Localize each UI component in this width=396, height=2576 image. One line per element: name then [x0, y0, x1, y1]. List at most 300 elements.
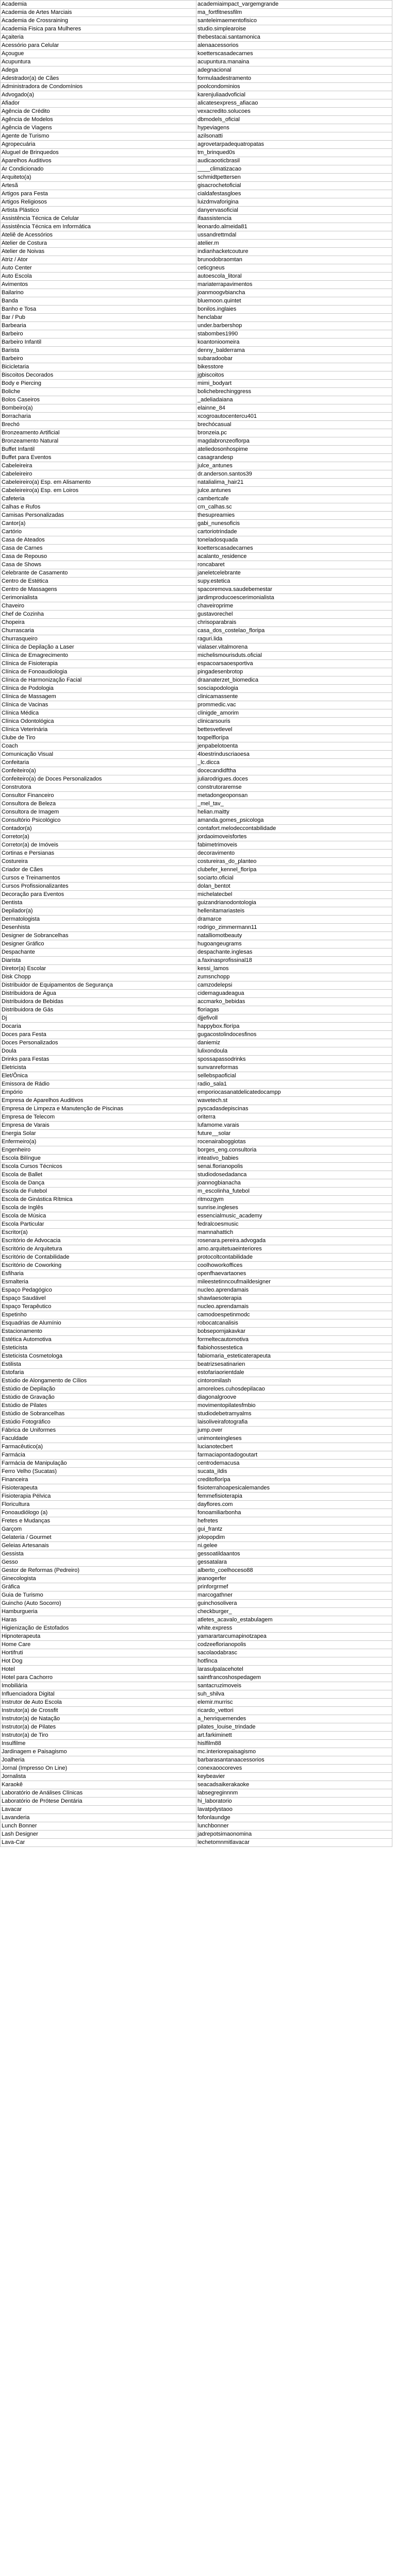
category-cell: Cantor(a) — [1, 520, 196, 528]
table-row — [1, 726, 392, 734]
category-cell: Jornal (Impresso On Line) — [1, 1765, 196, 1773]
category-cell: Esfiharia — [1, 1270, 196, 1278]
category-cell: Adestrador(a) de Cães — [1, 75, 196, 83]
category-cell: Gráfica — [1, 1583, 196, 1591]
table-row — [1, 1831, 392, 1839]
category-cell: Buffet para Eventos — [1, 454, 196, 462]
category-cell: Escola de Música — [1, 1212, 196, 1221]
handle-cell: nucleo.aprendamais — [196, 1303, 392, 1311]
table-row — [1, 1385, 392, 1394]
table-row — [1, 1600, 392, 1608]
category-cell: Eletricista — [1, 1064, 196, 1072]
handle-cell: santacruzimoveis — [196, 1682, 392, 1690]
category-cell: Atelier de Noivas — [1, 248, 196, 256]
handle-cell: movimentopilatesfmbio — [196, 1402, 392, 1410]
table-row — [1, 314, 392, 322]
category-cell: Instrutor(a) de Natação — [1, 1715, 196, 1723]
table-row — [1, 75, 392, 83]
category-cell: Auto Escola — [1, 273, 196, 281]
category-cell: Hipnoterapeuta — [1, 1633, 196, 1641]
handle-cell: julce_antunes — [196, 462, 392, 470]
handle-cell: lavatpdystaoo — [196, 1806, 392, 1814]
table-row — [1, 1798, 392, 1806]
category-cell: Artigos Religiosos — [1, 198, 196, 207]
handle-cell: adegnacional — [196, 66, 392, 75]
handle-cell: mimi_bodyart — [196, 380, 392, 388]
table-row — [1, 165, 392, 174]
table-row — [1, 248, 392, 256]
category-cell: Espaço Pedagógico — [1, 1286, 196, 1295]
handle-cell: keybeavier — [196, 1773, 392, 1781]
table-row — [1, 528, 392, 536]
handle-cell: yamarartarcumapinotzapea — [196, 1633, 392, 1641]
handle-cell: helian.maitty — [196, 808, 392, 817]
handle-cell: pingadesenbrotop — [196, 668, 392, 676]
category-cell: Escola de Inglês — [1, 1204, 196, 1212]
table-row — [1, 1550, 392, 1558]
category-cell: Instrutor(a) de Crossfit — [1, 1707, 196, 1715]
handle-cell: lucianotecbert — [196, 1443, 392, 1451]
table-row — [1, 932, 392, 940]
table-row — [1, 25, 392, 33]
handle-cell: dr.anderson.santos39 — [196, 470, 392, 479]
category-cell: Academia — [1, 1, 196, 9]
handle-cell: emporiocasanatdelicatedocampp — [196, 1089, 392, 1097]
handle-cell: contafort.melodeccontabilidade — [196, 825, 392, 833]
category-cell: Camisas Personalizadas — [1, 512, 196, 520]
category-cell: Instrutor(a) de Pilates — [1, 1723, 196, 1732]
category-cell: Enfermeiro(a) — [1, 1138, 196, 1146]
category-cell: Insulfilme — [1, 1740, 196, 1748]
table-row — [1, 1352, 392, 1361]
table-row — [1, 1, 392, 9]
category-cell: Ferro Velho (Sucatas) — [1, 1468, 196, 1476]
handle-cell: formulaadestramento — [196, 75, 392, 83]
handle-cell: schmidtpettersen — [196, 174, 392, 182]
handle-cell: mariaterrapavimentos — [196, 281, 392, 289]
category-cell: Biscoitos Decorados — [1, 371, 196, 380]
handle-cell: dolan_bentot — [196, 883, 392, 891]
table-row — [1, 1188, 392, 1196]
table-row — [1, 1690, 392, 1699]
category-cell: Clínica de Vacinas — [1, 701, 196, 709]
category-cell: Academia de Crossraining — [1, 17, 196, 25]
table-row — [1, 1806, 392, 1814]
handle-cell: chrisoparabrais — [196, 619, 392, 627]
table-row — [1, 660, 392, 668]
handle-cell: rodrigo_zimmermann11 — [196, 924, 392, 932]
table-row — [1, 174, 392, 182]
table-row — [1, 998, 392, 1006]
table-row — [1, 850, 392, 858]
handle-cell: gessatalara — [196, 1558, 392, 1567]
table-row — [1, 948, 392, 957]
handle-cell: elainne_84 — [196, 404, 392, 413]
handle-cell: cm_calhas.sc — [196, 503, 392, 512]
category-cell: Despachante — [1, 948, 196, 957]
category-cell: Atelier de Costura — [1, 240, 196, 248]
handle-cell: acupuntura.manaina — [196, 58, 392, 66]
category-cell: Diretor(a) Escolar — [1, 965, 196, 973]
table-row — [1, 1740, 392, 1748]
handle-cell: checkburger_ — [196, 1608, 392, 1616]
category-cell: Designer de Sobrancelhas — [1, 932, 196, 940]
table-row — [1, 734, 392, 742]
category-cell: Artista Plástico — [1, 207, 196, 215]
table-row — [1, 1402, 392, 1410]
category-cell: Assistência Técnica de Celular — [1, 215, 196, 223]
handle-cell: studiodebetramyalms — [196, 1410, 392, 1418]
handle-cell: sunrise.ingleses — [196, 1204, 392, 1212]
table-row — [1, 1435, 392, 1443]
table-row — [1, 1064, 392, 1072]
table-row — [1, 240, 392, 248]
category-cell: Cafeteria — [1, 495, 196, 503]
table-row — [1, 388, 392, 396]
handle-cell: thesupreamies — [196, 512, 392, 520]
table-row — [1, 470, 392, 479]
handle-cell: m_escolinha_futebol — [196, 1188, 392, 1196]
handle-cell: prommedic.vac — [196, 701, 392, 709]
category-cell: Imobiliária — [1, 1682, 196, 1690]
handle-cell: decoravimento — [196, 850, 392, 858]
category-cell: Artesã — [1, 182, 196, 190]
handle-cell: guizandrianodontologia — [196, 899, 392, 907]
table-row — [1, 1756, 392, 1765]
table-row — [1, 1781, 392, 1789]
table-row — [1, 1328, 392, 1336]
category-cell: Arquiteto(a) — [1, 174, 196, 182]
table-row — [1, 899, 392, 907]
table-row — [1, 421, 392, 429]
handle-cell: mileestetinncoufmaildesigner — [196, 1278, 392, 1286]
handle-cell: hotfinca — [196, 1657, 392, 1666]
handle-cell: metadongeoponsan — [196, 792, 392, 800]
category-cell: Estilista — [1, 1361, 196, 1369]
category-cell: Escola Cursos Técnicos — [1, 1163, 196, 1171]
category-cell: Clínica de Fonoaudiologia — [1, 668, 196, 676]
category-cell: Lash Designer — [1, 1831, 196, 1839]
handle-cell: senai.florianopolis — [196, 1163, 392, 1171]
handle-cell: hypeviagens — [196, 124, 392, 132]
handle-cell: brechócasual — [196, 421, 392, 429]
category-cell: Escola de Futebol — [1, 1188, 196, 1196]
table-row — [1, 916, 392, 924]
table-row — [1, 503, 392, 512]
table-row — [1, 668, 392, 676]
table-row — [1, 825, 392, 833]
category-cell: Empresa de Limpeza e Manutenção de Piscinas — [1, 1105, 196, 1113]
category-cell: Brechó — [1, 421, 196, 429]
table-row — [1, 33, 392, 42]
category-cell: Assistência Técnica em Informática — [1, 223, 196, 231]
category-cell: Adega — [1, 66, 196, 75]
category-cell: Farmácia — [1, 1451, 196, 1460]
category-cell: Clínica de Depilação a Laser — [1, 643, 196, 652]
category-cell: Cursos Profissionalizantes — [1, 883, 196, 891]
handle-cell: lunchbonner — [196, 1822, 392, 1831]
table-row — [1, 1080, 392, 1089]
category-cell: Laboratório de Prótese Dentária — [1, 1798, 196, 1806]
category-cell: Confeitaria — [1, 759, 196, 767]
category-cell: Barbearia — [1, 322, 196, 330]
category-cell: Borracharia — [1, 413, 196, 421]
handle-cell: bronzeia.pc — [196, 429, 392, 437]
handle-cell: ceticgneus — [196, 264, 392, 273]
table-row — [1, 759, 392, 767]
table-row — [1, 413, 392, 421]
category-cell: Costureira — [1, 858, 196, 866]
handle-cell: cintoromilash — [196, 1377, 392, 1385]
handle-cell: danyervasoficial — [196, 207, 392, 215]
handle-cell: farmaciapontadogoutart — [196, 1451, 392, 1460]
table-row — [1, 1155, 392, 1163]
category-cell: Auto Center — [1, 264, 196, 273]
handle-cell: daniemiz — [196, 1039, 392, 1047]
handle-cell: formeltecautomotiva — [196, 1336, 392, 1344]
handle-cell: draanaterzet_biomedica — [196, 676, 392, 685]
category-cell: Bar / Pub — [1, 314, 196, 322]
table-row — [1, 1122, 392, 1130]
handle-cell: rosenara.pereira.advogada — [196, 1237, 392, 1245]
handle-cell: juliarodrigues.doces — [196, 775, 392, 784]
handle-cell: alenaacessorios — [196, 42, 392, 50]
handle-cell: zumsnchopp — [196, 973, 392, 981]
handle-cell: flabiohossestetica — [196, 1344, 392, 1352]
category-cell: Aparelhos Auditivos — [1, 157, 196, 165]
table-row — [1, 767, 392, 775]
category-cell: Acessório para Celular — [1, 42, 196, 50]
table-row — [1, 1699, 392, 1707]
table-row — [1, 676, 392, 685]
handle-cell: amo.arquitetuaeinteriores — [196, 1245, 392, 1253]
handle-cell: sellebspaoficial — [196, 1072, 392, 1080]
category-cell: Fonoaudiólogo (a) — [1, 1509, 196, 1517]
table-row — [1, 693, 392, 701]
table-row — [1, 1715, 392, 1723]
category-cell: Estúdio de Gravação — [1, 1394, 196, 1402]
category-cell: Lavacar — [1, 1806, 196, 1814]
category-cell: Escola de Ballet — [1, 1171, 196, 1179]
table-row — [1, 1303, 392, 1311]
handle-cell: prinforgrmef — [196, 1583, 392, 1591]
category-cell: Escola Bilíngue — [1, 1155, 196, 1163]
category-cell: Corretor(a) de Imóveis — [1, 841, 196, 850]
table-row — [1, 1509, 392, 1517]
handle-cell: fisioterrahoapesicalemandes — [196, 1484, 392, 1493]
handle-cell: acalanto_residence — [196, 553, 392, 561]
handle-cell: toqpelflorípa — [196, 734, 392, 742]
category-cell: Construtora — [1, 784, 196, 792]
table-row — [1, 907, 392, 916]
handle-cell: thebestacai.santamonica — [196, 33, 392, 42]
handle-cell: djjefivoll — [196, 1014, 392, 1023]
category-cell: Haras — [1, 1616, 196, 1624]
table-row — [1, 132, 392, 141]
handle-cell: sunvanreformas — [196, 1064, 392, 1072]
category-cell: Distribuidora de Gás — [1, 1006, 196, 1014]
category-cell: Gestor de Reformas (Pedreiro) — [1, 1567, 196, 1575]
table-row — [1, 883, 392, 891]
category-cell: Empresa de Telecom — [1, 1113, 196, 1122]
table-row — [1, 99, 392, 108]
table-row — [1, 404, 392, 413]
table-row — [1, 1138, 392, 1146]
handle-cell: costureiras_do_planteo — [196, 858, 392, 866]
table-row — [1, 479, 392, 487]
handle-cell: sacolaodabrasc — [196, 1649, 392, 1657]
handle-cell: docecandidftha — [196, 767, 392, 775]
category-cell: Clínica Médica — [1, 709, 196, 718]
table-row — [1, 1278, 392, 1286]
table-row — [1, 627, 392, 635]
handle-cell: poolcondominios — [196, 83, 392, 91]
category-cell: Agência de Modelos — [1, 116, 196, 124]
category-cell: Financeira — [1, 1476, 196, 1484]
category-cell: Centro de Estética — [1, 578, 196, 586]
table-row — [1, 429, 392, 437]
category-cell: Consultora de Beleza — [1, 800, 196, 808]
handle-cell: koantonioomeira — [196, 338, 392, 347]
table-row — [1, 141, 392, 149]
table-row — [1, 396, 392, 404]
category-cell: Joalheria — [1, 1756, 196, 1765]
category-cell: Dermatologista — [1, 916, 196, 924]
table-row — [1, 495, 392, 503]
handle-cell: gessoatildaantos — [196, 1550, 392, 1558]
table-row — [1, 1410, 392, 1418]
table-row — [1, 17, 392, 25]
table-row — [1, 1130, 392, 1138]
handle-cell: coolhoworkoffices — [196, 1262, 392, 1270]
category-cell: Celebrante de Casamento — [1, 569, 196, 578]
table-row — [1, 58, 392, 66]
handle-cell: unimonteingleses — [196, 1435, 392, 1443]
handle-cell: audicaooticbrasil — [196, 157, 392, 165]
handle-cell: dramarce — [196, 916, 392, 924]
category-cell: Farmacêutico(a) — [1, 1443, 196, 1451]
handle-cell: supy.estetica — [196, 578, 392, 586]
table-row — [1, 957, 392, 965]
table-row — [1, 1418, 392, 1427]
handle-cell: laisoliveirafotografia — [196, 1418, 392, 1427]
category-cell: Estúdio de Sobrancelhas — [1, 1410, 196, 1418]
table-row — [1, 1567, 392, 1575]
category-cell: Instrutor(a) de Tiro — [1, 1732, 196, 1740]
handle-cell: roncabaret — [196, 561, 392, 569]
table-row — [1, 437, 392, 446]
table-row — [1, 1171, 392, 1179]
category-cell: Confeiteiro(a) — [1, 767, 196, 775]
handle-cell: jardimproducoescerimonialista — [196, 594, 392, 602]
table-row — [1, 652, 392, 660]
handle-cell: borges_eng.consultoria — [196, 1146, 392, 1155]
handle-cell: ricardo_vettori — [196, 1707, 392, 1715]
category-cell: Lava-Car — [1, 1839, 196, 1847]
category-cell: Escritório de Coworking — [1, 1262, 196, 1270]
table-row — [1, 1723, 392, 1732]
table-row — [1, 1072, 392, 1080]
category-cell: Aluguel de Brinquedos — [1, 149, 196, 157]
handle-cell: seacadsaikerakaoke — [196, 1781, 392, 1789]
category-cell: Guincho (Auto Socorro) — [1, 1600, 196, 1608]
category-cell: Criador de Cães — [1, 866, 196, 874]
table-row — [1, 553, 392, 561]
category-cell: Fisioterapia Pélvica — [1, 1493, 196, 1501]
table-row — [1, 1286, 392, 1295]
table-row — [1, 223, 392, 231]
handle-cell: pyscadasdepiscinas — [196, 1105, 392, 1113]
handle-cell: koetterscasadecarnes — [196, 545, 392, 553]
category-cell: Confeiteiro(a) de Doces Personalizados — [1, 775, 196, 784]
category-cell: Empresa de Varais — [1, 1122, 196, 1130]
category-cell: Esmalteria — [1, 1278, 196, 1286]
table-row — [1, 231, 392, 240]
category-cell: Administradora de Condomínios — [1, 83, 196, 91]
category-cell: Bronzeamento Artificial — [1, 429, 196, 437]
category-cell: Consultor Financeiro — [1, 792, 196, 800]
category-cell: Cortinas e Persianas — [1, 850, 196, 858]
table-row — [1, 1245, 392, 1253]
category-cell: Academia Fisica para Mulheres — [1, 25, 196, 33]
handle-cell: openfhaevartaones — [196, 1270, 392, 1278]
handle-cell: a.faxinasprofissinal18 — [196, 957, 392, 965]
handle-cell: gisacrochetoficial — [196, 182, 392, 190]
category-cell: Casa de Repouso — [1, 553, 196, 561]
category-cell: Lavanderia — [1, 1814, 196, 1822]
category-cell: Hotel — [1, 1666, 196, 1674]
handle-cell: ateliedosonhospime — [196, 446, 392, 454]
table-row — [1, 1773, 392, 1781]
category-cell: Espaço Terapêutico — [1, 1303, 196, 1311]
handle-cell: inteativo_babies — [196, 1155, 392, 1163]
table-row — [1, 1583, 392, 1591]
handle-cell: mc.interiorepaisagismo — [196, 1748, 392, 1756]
category-cell: Bolos Caseiros — [1, 396, 196, 404]
handle-cell: lufamome.varais — [196, 1122, 392, 1130]
table-row — [1, 1608, 392, 1616]
category-cell: Estúdio Fotográfico — [1, 1418, 196, 1427]
handle-cell: hi_laboratorio — [196, 1798, 392, 1806]
handle-cell: fonoamiliarbonha — [196, 1509, 392, 1517]
table-row — [1, 833, 392, 841]
category-cell: Consultora de Imagem — [1, 808, 196, 817]
table-row — [1, 338, 392, 347]
table-row — [1, 602, 392, 611]
table-row — [1, 363, 392, 371]
table-row — [1, 322, 392, 330]
table-row — [1, 611, 392, 619]
category-cell: Estofaria — [1, 1369, 196, 1377]
table-row — [1, 1204, 392, 1212]
table-row — [1, 1633, 392, 1641]
category-cell: Estúdio de Alongamento de Cílios — [1, 1377, 196, 1385]
table-row — [1, 536, 392, 545]
handle-cell: julce.antunes — [196, 487, 392, 495]
table-row — [1, 1682, 392, 1690]
category-cell: Cabeleireiro(a) Esp. em Alisamento — [1, 479, 196, 487]
handle-cell: art.farkiminett — [196, 1732, 392, 1740]
table-row — [1, 281, 392, 289]
handle-cell: koetterscasadecarnes — [196, 50, 392, 58]
table-row — [1, 545, 392, 553]
table-body — [1, 1, 392, 1847]
category-cell: Banho e Tosa — [1, 306, 196, 314]
category-cell: Laboratório de Análises Clínicas — [1, 1789, 196, 1798]
handle-cell: academiaimpact_vargemgrande — [196, 1, 392, 9]
category-cell: Higienização de Estofados — [1, 1624, 196, 1633]
table-row — [1, 1270, 392, 1278]
